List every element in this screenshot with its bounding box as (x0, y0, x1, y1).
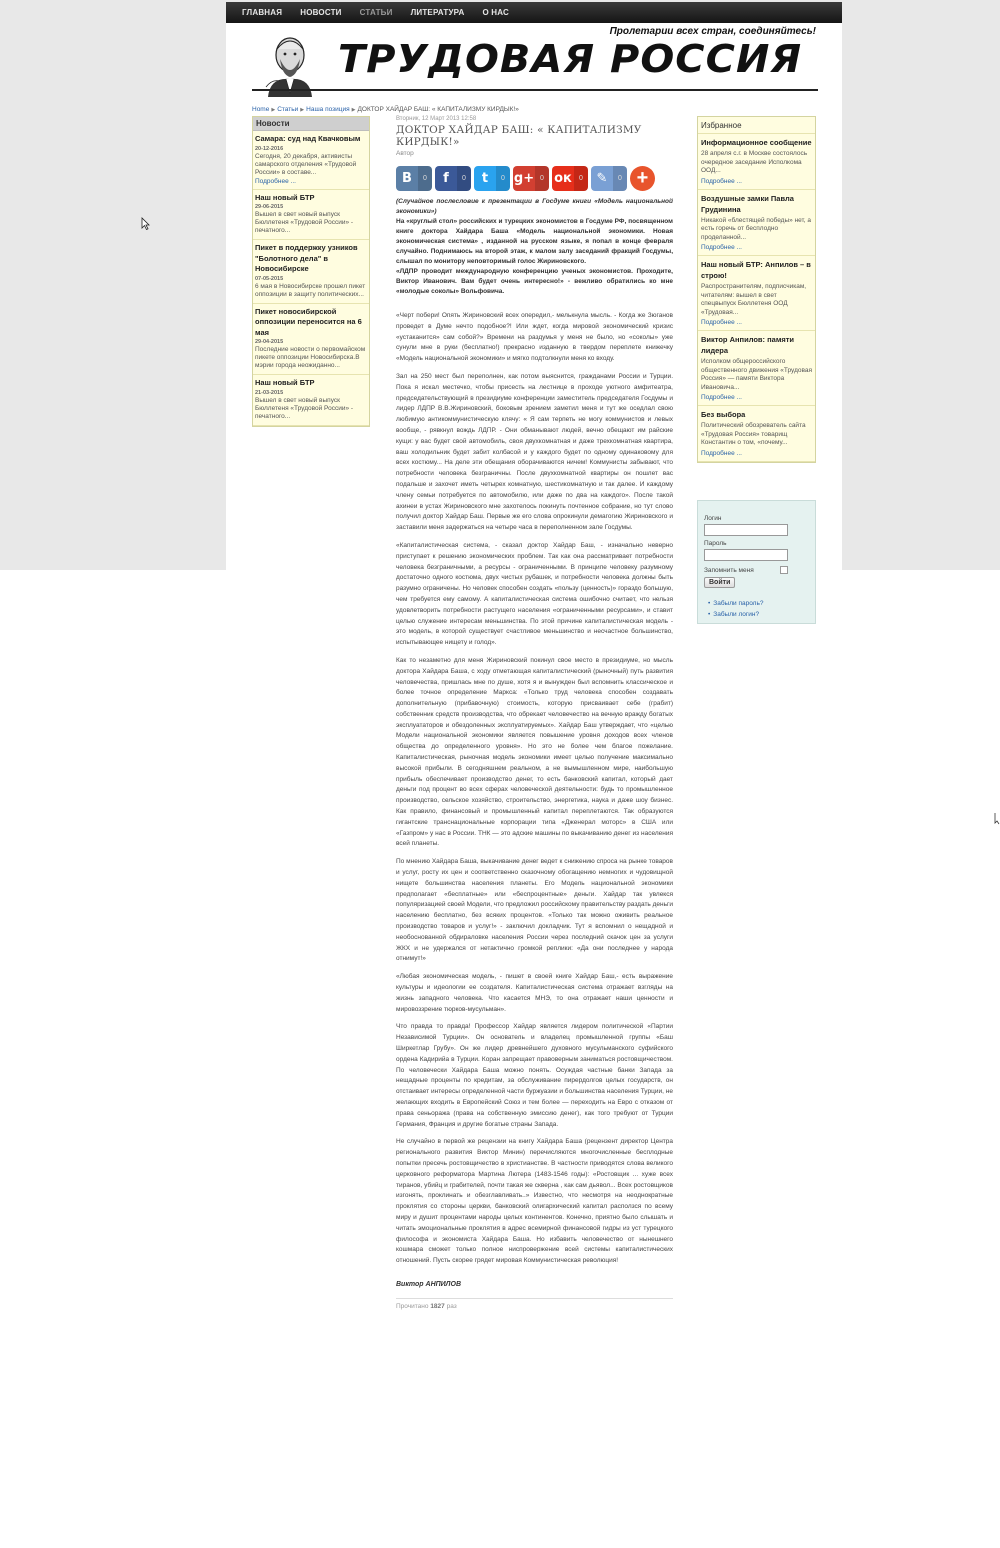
header-divider (252, 89, 818, 91)
article-paragraph: «Любая экономическая модель, - пишет в своей книге Хайдар Баш,- есть выражение культуры и идеологии ее создателя. Капиталистическая система отражает взгляды на жизнь западного человека. Что касается МНЭ, то она отражает наши ценности и мировоззрение тюрков-мусульман». (396, 973, 673, 1013)
share-button[interactable] (591, 166, 627, 191)
news-more-link[interactable]: Подробнее ... (255, 177, 296, 185)
share-count: 0 (535, 166, 549, 191)
article-paragraph: Что правда то правда! Профессор Хайдар является лидером политической «Партии Независимой Турции». Он основатель и владелец промышленной группы «Баш Ширкетлар Грубу». Он же лидер древнейшего духовного мусульманского суфийского ордена Кадирийа в Турции. Коран запрещает правоверным заниматься ростовщичеством. По человечески Хайдара Баша можно понять. Осуждая частные банки Запада за нещадные проценты по кредитам, за обслуживание пирердолгов целых государств, он отстаивает интересы определенной части буржуазии и большинства населения Турции, не желающих входить в Европейский Союз и тем более — переходить на Евро с отказом от права сеньоража (права на собственную эмиссию денег), как того требуют от Турции Германия, Франция и другие богатые страны Запада. (396, 1023, 673, 1128)
article-intro (396, 197, 673, 297)
favorite-title-link[interactable]: Воздушные замки Павла Грудинина (701, 193, 794, 214)
favorite-item (698, 406, 815, 462)
views-prefix: Прочитано (396, 1302, 429, 1310)
bookmark-icon: ✎ (591, 166, 613, 191)
top-navigation (226, 2, 842, 23)
news-excerpt: Последние новости о первомайском пикете оппозиции Новосибирска.В мэрии города неожиданно... (255, 346, 366, 369)
favorite-item (698, 190, 815, 257)
news-item (253, 240, 369, 304)
news-item (253, 190, 369, 241)
article-body (396, 311, 673, 1267)
site-header (226, 23, 842, 99)
breadcrumb (252, 106, 519, 113)
nav-item[interactable]: ЛИТЕРАТУРА (410, 8, 465, 17)
favorite-more-link[interactable]: Подробнее ... (701, 449, 742, 457)
share-button[interactable] (474, 166, 510, 191)
share-button[interactable] (513, 166, 549, 191)
share-count: 0 (457, 166, 471, 191)
share-button[interactable] (435, 166, 471, 191)
share-count: 0 (418, 166, 432, 191)
header-slogan: Пролетарии всех стран, соединяйтесь! (609, 26, 816, 37)
article-paragraph: Не случайно в первой же рецензии на книгу Хайдара Баша (рецензент директор Центра регионального развития Виктор Минин) перечисляются многочисленные бесплодные попытки пресечь ростовщичество в христианстве. В частности приводятся слова великого церковного реформатора Мартина Лютера (1483-1546 годы): «Ростовщик ... хуже всех тиранов, убийц и грабителей, почти такая же скверна , как сам дьявол... Всех ростовщиков изгонять, проклинать и обезглавливать..» Известно, что несмотря на неоднократные проклятия со стороны церкви, банковский олигархический капитал расползся по всему миру и душит процентами народы целых континентов. Конечно, приятно было слышать и читать эмоциональные проклятия в адрес всемирной финансовой гидры из уст турецкого философа и экономиста Хайдара Баша. Но избавить человечество от нынешнего кошмара сможет только полное ниспровержение всей системы капиталистических отношений. Пусть скорее грядет мировая Коммунистическая революция! (396, 1138, 673, 1265)
breadcrumb-home[interactable]: Home (252, 106, 270, 113)
nav-item[interactable]: СТАТЬИ (359, 8, 393, 17)
favorite-excerpt: Исполком общероссийского общественного движения «Трудовая Россия» — памяти Виктора Ивановича... (701, 358, 812, 391)
news-title-link[interactable]: Наш новый БТР (255, 192, 315, 202)
breadcrumb-current: ДОКТОР ХАЙДАР БАШ: « КАПИТАЛИЗМУ КИРДЫК!» (357, 106, 519, 113)
favorite-more-link[interactable]: Подробнее ... (701, 244, 742, 251)
breadcrumb-separator-icon: ▶ (271, 107, 276, 113)
favorite-more-link[interactable]: Подробнее ... (701, 394, 742, 401)
google-plus-icon: g+ (513, 166, 535, 191)
login-button[interactable]: Войти (704, 577, 735, 588)
forgot-login-link[interactable]: • Забыли логин? (704, 611, 809, 618)
favorite-excerpt: Политический обозреватель сайта «Трудовая Россия» товарищ Константин о том, «почему... (701, 422, 806, 446)
login-form (697, 500, 816, 624)
news-date: 29-04-2015 (255, 339, 284, 345)
favorites-sidebar (697, 116, 816, 463)
share-count: 0 (613, 166, 627, 191)
news-excerpt: 6 мая в Новосибирске прошел пикет оппозиции в защиту политических... (255, 282, 366, 298)
share-count: 0 (496, 166, 510, 191)
page-container (226, 2, 842, 1548)
views-suffix: раз (446, 1302, 457, 1310)
news-title-link[interactable]: Пикет в поддержку узников "Болотного дела" в Новосибирске (255, 243, 358, 273)
favorite-excerpt: 28 апреля с.г. в Москве состоялось очередное заседание Исполкома ООД... (701, 150, 808, 174)
mouse-cursor-icon (141, 217, 150, 233)
login-input[interactable] (704, 524, 788, 536)
favorite-title-link[interactable]: Виктор Анпилов: памяти лидера (701, 335, 795, 355)
news-item (253, 304, 369, 376)
news-title-link[interactable]: Пикет новосибирской оппозиции переносится на 6 мая (255, 306, 362, 337)
favorite-item (698, 331, 815, 406)
password-input[interactable] (704, 549, 788, 561)
forgot-password-link[interactable]: • Забыли пароль? (704, 600, 809, 607)
intro-lead: На «круглый стол» российских и турецких экономистов в Госдуме РФ, посвященном книге доктора Хайдара Баша «Модель национальной экономики. Новая экономическая система» , изданной на русском языке, я попал в конце февраля случайно. Поднимаюсь на второй этаж, к малом залу заседаний фракций Госдумы, слышал по монитору неповторимый голос Жириновского. (396, 218, 673, 265)
article (396, 116, 673, 1310)
news-sidebar (252, 116, 370, 427)
breadcrumb-separator-icon: ▶ (300, 107, 305, 113)
left-background (0, 570, 226, 1548)
favorite-item (698, 256, 815, 331)
favorites-heading: Избранное (698, 117, 815, 134)
news-item (253, 131, 369, 190)
article-date: Вторник, 12 Март 2013 12:58 (396, 116, 477, 122)
news-date: 21-03-2015 (255, 389, 284, 396)
text-cursor-icon (994, 812, 1000, 828)
article-title: ДОКТОР ХАЙДАР БАШ: « КАПИТАЛИЗМУ КИРДЫК!» (396, 124, 642, 148)
facebook-icon: f (435, 166, 457, 191)
twitter-icon: t (474, 166, 496, 191)
remember-label: Запомнить меня (704, 566, 754, 574)
news-date: 07-05-2015 (255, 275, 284, 282)
article-paragraph: Как то незаметно для меня Жириновский покинул свое место в президиуме, но мысль доктора Хайдара Баша, с ходу отметающая капиталистический (рыночный) путь развития человечества, пришлась мне по душе, хотя я и вынужден был вспомнить классическое и более точное определение Маркса: «Только труд человека способен создавать дополнительную (прибавочную) стоимость, которую присваивает себе (грабит) собственник средств производства, что обрекает человечество на вечную вражду богатых эксплуататоров и обездоленных эксплуатируемых». Хайдар Баш утверждает, что «целью Модели национальной экономики является повышение уровня доходов всех членов общества до определенного уровня». Но это не более чем благое пожелание. Капиталистическая, рыночная модель экономики имеет целью получение максимально высокой прибыли. В сегодняшнем реальном, а не вымышленном мире, наибольшую прибыль обеспечивает производство денег, то есть банковский капитал, который дает деньги под процент во всех сферах человеческой деятельности: будь то промышленное производство, сельское хозяйство, строительство, энергетика, наука и даже шоу бизнес. Как правило, финансовый и промышленный капитал переплетаются. Так образуются гигантские транснациональные корпорации типа «Дженерал моторс» в США или «Газпром» у нас в России. ТНК — это адские машины по выкачиванию денег из населения всей планеты. (396, 656, 673, 848)
article-paragraph: По мнению Хайдара Баша, выкачивание денег ведет к снижению спроса на рынке товаров и услуг, росту их цен и соответственно сказочному обогащению немногих и чудовищной нищете большинства населения планеты. Его Модель национальной экономики предполагает «бесплатные» или «беспроцентные» деньги. Хайдар так увлекся популяризацией своей Модели, что предложил российскому правительству раздать деньги населению бесплатно, без всяких процентов. «Только так можно оживить реальное производство товаров и услуг!» - заключил докладчик. Тут я вспомнил о нещадной и необоснованной обдираловке населения России через последний скачок цен за услуги ЖКХ и не удержался от нетактично громкой реплики: «Да они последнее у народа отнимут!» (396, 858, 673, 963)
password-label: Пароль (704, 540, 727, 547)
favorite-more-link[interactable]: Подробнее ... (701, 177, 742, 185)
article-paragraph: «Капиталистическая система, - сказал доктор Хайдар Баш, - изначально неверно приступает к решению экономических проблем. Так как она рассматривает потребности человека безграничными, а ресурсы - ограниченными. В принципе человеку разумному достаточно одного костюма, двух чистых рубашек, и потребности человека должны быть разумно ограничены. Но человек способен создать «пользу (ценность)» гораздо большую, чем требуется ему самому. А капиталистическая система ошибочно считает, что нельзя удовлетворить потребности растущего населения «ограниченными ресурсами», и ставит целью служение интересам меньшинства. По этой причине капиталистическая модель - это модель, в которой существует счастливое меньшинство и несчастное большинство, испытывающее нищету и голод». (396, 541, 673, 647)
login-label: Логин (704, 515, 722, 522)
article-paragraph: «Черт побери! Опять Жириновский всех опередил,- мелькнула мысль. - Когда же Зюганов проведет в Думе нечто подобное?! Или ждет, когда мировой экономический кризис «устаканится» сам собой?» Времени на раздумья у меня не было, но «соколы» уже сунули мне в руки (бесплатно!) прекрасно изданную в твердом переплете книжечку «Модель национальной экономики» и мягко подтолкнули меня ко входу. (396, 312, 673, 363)
nav-item[interactable]: НОВОСТИ (300, 8, 342, 17)
share-count: 0 (574, 166, 588, 191)
lenin-portrait-icon (260, 35, 320, 97)
news-excerpt: Вышел в свет новый выпуск Бюллетеня «Трудовой России» - печатного... (255, 396, 354, 420)
site-title[interactable]: ТРУДОВАЯ РОССИЯ (338, 37, 803, 81)
favorite-title-link[interactable]: Информационное сообщение (701, 138, 812, 147)
intro-subtitle: (Случайное послесловие к презентации в Госдуме книги «Модель национальной экономики») (396, 198, 673, 215)
breadcrumb-separator-icon: ▶ (351, 107, 356, 113)
article-paragraph: Зал на 250 мест был переполнен, как потом выяснится, гражданами России и Турции. Пока я искал местечко, чтобы присесть на лестнице в проходе уютного амфитеатра, председательствующий в президиуме конференции заместитель председателя Госдумы и лидер ЛДПР В.В.Жириновский, боковым зрением заметил меня и тут же оседлал свою любимую антикоммунистическую клячу: « Я сам терпеть не могу коммунистов и левых вообще, - рявкнул вождь ЛДПР. - Они обманывают людей, вечно обещают им райские кущи: у вас будет свой автомобиль, своя двухкомнатная и даже трехкомнатная квартира, ваш холодильник будет забит колбасой и у каждого будет по одному одинаковому для всех костюму... На деле эти обещания оборачиваются ничем! Коммунисты забывают, что потребности человека безграничны. После двухкомнатной квартиры он пошлет вас подальше и захочет иметь четырех комнатную, шестикомнатную и так далее. И каждому члену семьи потребуется по автомобилю, или даже по два на каждого». После такой ахинеи в устах Жириновского мне захотелось покинуть почтенное собрание, но тут слово получил доктор Хайдар Баш. Первые же его слова опрокинули демагогию Жириновского и заставили меня задержаться на четыре часа в переполненном зале Госдумы. (396, 372, 673, 532)
vk-icon: В (396, 166, 418, 191)
article-author: Автор (396, 150, 414, 157)
favorite-excerpt: Распространителям, подписчикам, читателям: вышел в свет спецвыпуск Бюллетеня ООД «Трудовая... (701, 283, 807, 316)
news-title-link[interactable]: Самара: суд над Квачковым (255, 134, 361, 143)
favorite-title-link[interactable]: Без выбора (701, 410, 746, 419)
share-button[interactable] (396, 166, 432, 191)
view-count (396, 1303, 673, 1310)
favorite-excerpt: Никакой «блестящей победы» нет, а есть горечь от бесплодно проделанной... (701, 216, 812, 241)
article-footer-divider (396, 1298, 673, 1299)
views-number: 1827 (430, 1302, 445, 1310)
article-signature: Виктор АНПИЛОВ (396, 1280, 461, 1288)
favorite-item (698, 134, 815, 190)
share-bar (396, 165, 673, 191)
news-date: 29-06-2015 (255, 204, 284, 210)
breadcrumb-position[interactable]: Наша позиция (306, 106, 350, 113)
nav-item[interactable]: О НАС (482, 8, 510, 17)
news-item (253, 375, 369, 426)
remember-checkbox[interactable] (780, 566, 788, 574)
plus-icon[interactable]: + (630, 166, 655, 191)
odnoklassniki-icon: ок (552, 166, 574, 191)
news-title-link[interactable]: Наш новый БТР (255, 378, 315, 387)
favorite-title-link[interactable]: Наш новый БТР: Анпилов – в строю! (701, 260, 811, 280)
nav-item[interactable]: ГЛАВНАЯ (242, 8, 283, 17)
news-date: 20-12-2016 (255, 145, 284, 152)
news-excerpt: Сегодня, 20 декабря, активисты самарского отделения «Трудовой России» в составе... (255, 152, 357, 176)
remember-row (704, 566, 788, 574)
share-button[interactable] (552, 166, 588, 191)
news-excerpt: Вышел в свет новый выпуск Бюллетеня «Трудовой России» - печатного... (255, 211, 354, 234)
intro-quote: «ЛДПР проводит международную конференцию ученых экономистов. Проходите, Виктор Иванович. Вам будет очень интересно!» - вежливо обратились ко мне «молодые соколы» Вольфовича. (396, 268, 673, 295)
news-heading: Новости (253, 117, 369, 131)
favorite-more-link[interactable]: Подробнее ... (701, 319, 742, 326)
right-background (842, 570, 1000, 1548)
breadcrumb-articles[interactable]: Статьи (277, 106, 299, 113)
